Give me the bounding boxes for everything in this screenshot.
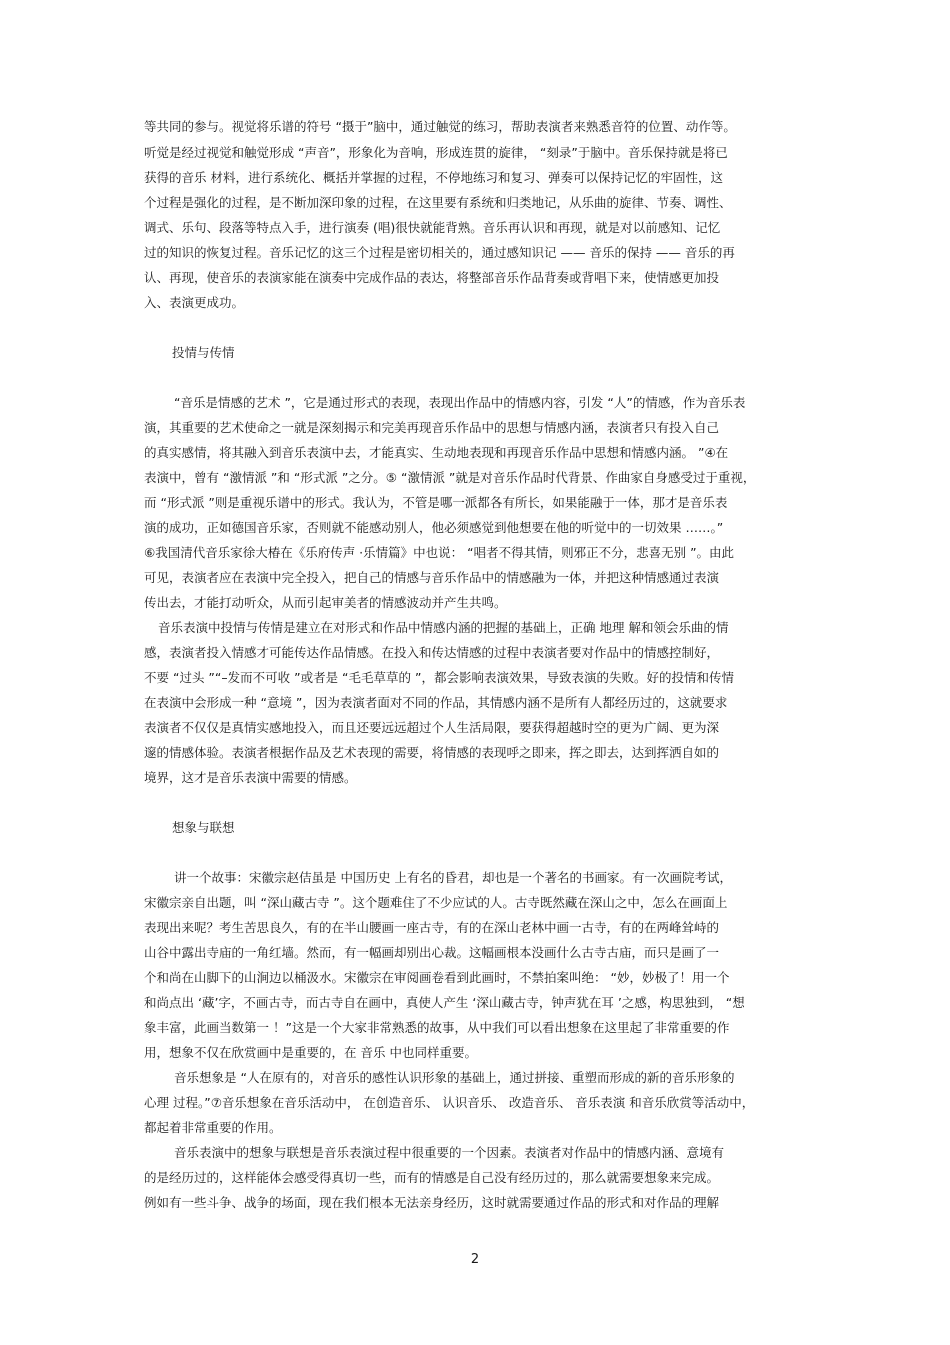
text-line: 过的知识的恢复过程。音乐记忆的这三个过程是密切相关的，通过感知识记 —— 音乐的保持 —— 音乐的再: [144, 245, 735, 260]
text-line: 邃的情感体验。表演者根据作品及艺术表现的需要，将情感的表现呼之即来，挥之即去，达到挥洒自如的: [144, 745, 720, 760]
text-line: 表现出来呢？考生苦思良久，有的在半山腰画一座古寺，有的在深山老林中画一古寺，有的在两峰耸峙的: [144, 920, 720, 935]
text-line: 入、表演更成功。: [144, 295, 245, 310]
text-line: 传出去，才能打动听众，从而引起审美者的情感波动并产生共鸣。: [144, 595, 507, 610]
text-line: 象丰富，此画当数第一 ！”这是一个大家非常熟悉的故事，从中我们可以看出想象在这里起了非常重要的作: [144, 1020, 730, 1035]
text-line: 调式、乐句、段落等特点入手，进行演奏 (唱)很快就能背熟。音乐再认识和再现，就是对以前感知、记忆: [144, 220, 721, 235]
text-line: 在表演中会形成一种 “意境 ”，因为表演者面对不同的作品，其情感内涵不是所有人都经历过的，这就要求: [144, 695, 728, 710]
text-line: 山谷中露出寺庙的一角红墙。然而，有一幅画却别出心裁。这幅画根本没画什么古寺古庙，而只是画了一: [144, 945, 720, 960]
text-line: 而 “形式派 ”则是重视乐谱中的形式。我认为，不管是哪一派都各有所长，如果能融于一体，那才是音乐表: [144, 495, 728, 510]
text-line: 个和尚在山脚下的山涧边以桶汲水。宋徽宗在审阅画卷看到此画时，不禁拍案叫绝： “妙，妙极了！用一个: [144, 970, 730, 985]
text-line: 认、再现，使音乐的表演家能在演奏中完成作品的表达，将整部音乐作品背奏或背唱下来，使情感更加投: [144, 270, 720, 285]
text-line: ⑥我国清代音乐家徐大椿在《乐府传声 ·乐情篇》中也说： “唱者不得其情，则邪正不分，悲喜无别 ”。由此: [144, 545, 735, 560]
text-line: 表演中，曾有 “激情派 ”和 “形式派 ”之分。⑤ “激情派 ”就是对音乐作品时代背景、作曲家自身感受过于重视，: [144, 470, 756, 485]
text-line: 都起着非常重要的作用。: [144, 1120, 282, 1135]
text-line: 心理 过程。”⑦音乐想象在音乐活动中， 在创造音乐、 认识音乐、 改造音乐、 音乐表演 和音乐欣赏等活动中，: [144, 1095, 755, 1110]
text-line: 境界，这才是音乐表演中需要的情感。: [144, 770, 357, 785]
text-line: 的真实感情，将其融入到音乐表演中去，才能真实、生动地表现和再现音乐作品中思想和情感内涵。 ”④在: [144, 445, 729, 460]
text-line: 个过程是强化的过程，是不断加深印象的过程，在这里要有系统和归类地记，从乐曲的旋律、节奏、调性、: [144, 195, 732, 210]
text-line: 获得的音乐 材料，进行系统化、概括并掌握的过程，不停地练习和复习、弹奏可以保持记忆的牢固性，这: [144, 170, 723, 185]
text-line: 音乐表演中的想象与联想是音乐表演过程中很重要的一个因素。表演者对作品中的情感内涵、意境有: [174, 1145, 725, 1160]
text-line: 可见，表演者应在表演中完全投入，把自己的情感与音乐作品中的情感融为一体，并把这种情感通过表演: [144, 570, 720, 585]
section-heading: 想象与联想: [172, 820, 235, 835]
text-line: 和尚点出 ‘藏’字，不画古寺，而古寺自在画中，真使人产生 ‘深山藏古寺，钟声犹在耳 ’之感，构思独到， “想: [144, 995, 745, 1010]
text-line: 等共同的参与。视觉将乐谱的符号 “摄于”脑中，通过触觉的练习，帮助表演者来熟悉音符的位置、动作等。: [144, 119, 736, 134]
page-number: 2: [470, 1252, 480, 1267]
text-line: “音乐是情感的艺术 ”，它是通过形式的表现，表现出作品中的情感内容，引发 “人”的情感，作为音乐表: [174, 395, 746, 410]
text-line: 讲一个故事：宋徽宗赵佶虽是 中国历史 上有名的昏君，却也是一个著名的书画家。有一次画院考试，: [174, 870, 732, 885]
text-line: 用，想象不仅在欣赏画中是重要的，在 音乐 中也同样重要。: [144, 1045, 477, 1060]
text-line: 演，其重要的艺术使命之一就是深刻揭示和完美再现音乐作品中的思想与情感内涵，表演者只有投入自己: [144, 420, 720, 435]
text-line: 的是经历过的，这样能体会感受得真切一些，而有的情感是自己没有经历过的，那么就需要想象来完成。: [144, 1170, 720, 1185]
text-line: 听觉是经过视觉和触觉形成 “声音”，形象化为音响，形成连贯的旋律， “刻录”于脑中。音乐保持就是将已: [144, 145, 728, 160]
section-heading: 投情与传情: [172, 345, 235, 360]
text-line: 不要 “过头 ”“–发而不可收 ”或者是 “毛毛草草的 ”，都会影响表演效果，导致表演的失败。好的投情和传情: [144, 670, 734, 685]
text-line: 宋徽宗亲自出题，叫 “深山藏古寺 ”。这个题难住了不少应试的人。古寺既然藏在深山之中，怎么在画面上: [144, 895, 728, 910]
text-line: 例如有一些斗争、战争的场面，现在我们根本无法亲身经历，这时就需要通过作品的形式和对作品的理解: [144, 1195, 720, 1210]
text-line: 音乐表演中投情与传情是建立在对形式和作品中情感内涵的把握的基础上，正确 地理 解和领会乐曲的情: [158, 620, 729, 635]
text-line: 演的成功，正如德国音乐家，否则就不能感动别人，他必须感觉到他想要在他的听觉中的一切效果 ……。”: [144, 520, 724, 535]
text-line: 音乐想象是 “人在原有的，对音乐的感性认识形象的基础上，通过拼接、重塑而形成的新的音乐形象的: [174, 1070, 735, 1085]
text-line: 感，表演者投入情感才可能传达作品情感。在投入和传达情感的过程中表演者要对作品中的情感控制好，: [144, 645, 720, 660]
text-line: 表演者不仅仅是真情实感地投入，而且还要远远超过个人生活局限，要获得超越时空的更为广阔、更为深: [144, 720, 720, 735]
